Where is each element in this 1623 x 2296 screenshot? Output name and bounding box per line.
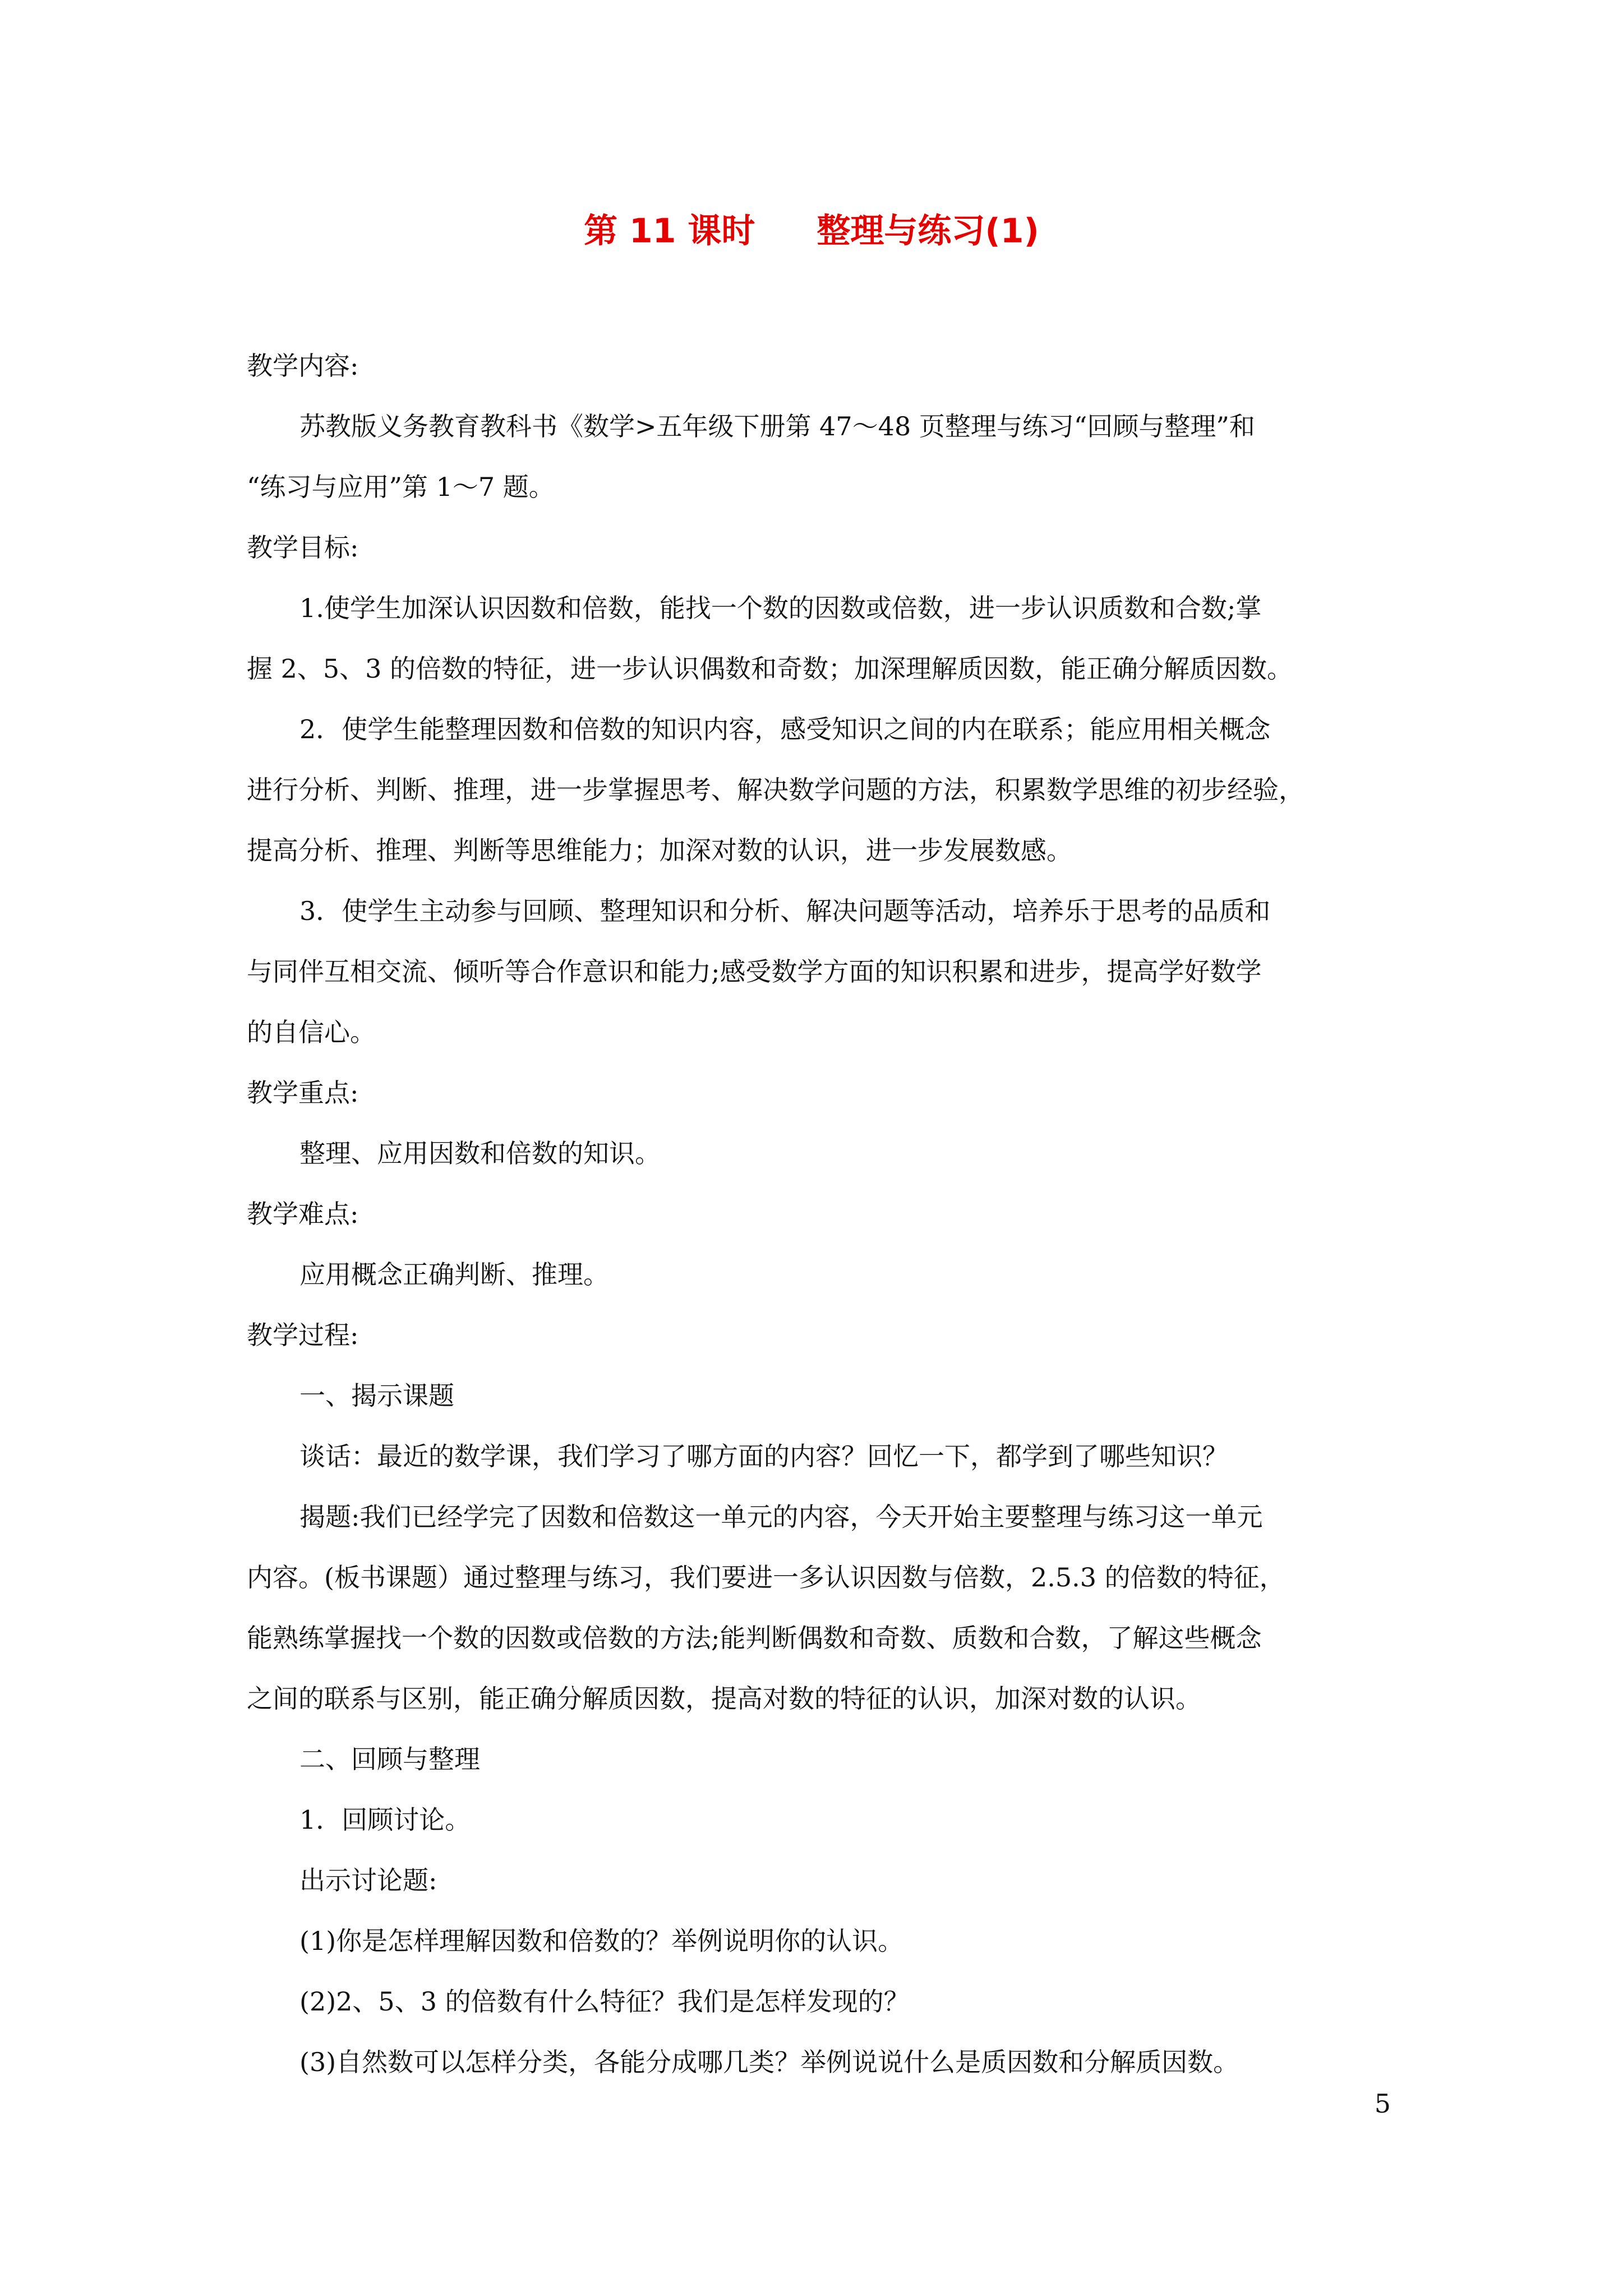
paragraph-line: 与同伴互相交流、倾听等合作意识和能力;感受数学方面的知识积累和进步，提高学好数学 (247, 956, 1262, 987)
heading-difficulties: 教学难点: (247, 1199, 359, 1229)
paragraph-line: “练习与应用”第 1～7 题。 (247, 472, 555, 502)
discussion-question: (1)你是怎样理解因数和倍数的？举例说明你的认识。 (299, 1926, 904, 1956)
paragraph-line: 苏教版义务教育教科书《数学>五年级下册第 47～48 页整理与练习“回顾与整理”和 (299, 411, 1255, 441)
paragraph-line: 进行分析、判断、推理，进一步掌握思考、解决数学问题的方法，积累数学思维的初步经验， (247, 775, 1304, 805)
page-number: 5 (1374, 2088, 1391, 2119)
paragraph-line: 的自信心。 (247, 1017, 376, 1047)
lesson-body (247, 335, 1378, 2092)
paragraph-line: 1．回顾讨论。 (299, 1805, 471, 1835)
paragraph-line: 之间的联系与区别，能正确分解质因数，提高对数的特征的认识，加深对数的认识。 (247, 1683, 1201, 1714)
lesson-number: 第 11 课时 (584, 211, 755, 251)
paragraph-line: 能熟练掌握找一个数的因数或倍数的方法;能判断偶数和奇数、质数和合数，了解这些概念 (247, 1623, 1262, 1653)
paragraph-line: 提高分析、推理、判断等思维能力；加深对数的认识，进一步发展数感。 (247, 835, 1072, 866)
paragraph-line: 谈话：最近的数学课，我们学习了哪方面的内容？回忆一下，都学到了哪些知识？ (299, 1441, 1228, 1471)
paragraph-line: 揭题:我们已经学完了因数和倍数这一单元的内容，今天开始主要整理与练习这一单元 (299, 1502, 1263, 1532)
paragraph-line: 握 2、5、3 的倍数的特征，进一步认识偶数和奇数；加深理解质因数，能正确分解质因数。 (247, 654, 1293, 684)
section-heading: 二、回顾与整理 (299, 1744, 480, 1774)
lesson-title (0, 209, 1623, 254)
paragraph-line: 内容。(板书课题）通过整理与练习，我们要进一多认识因数与倍数，2.5.3 的倍数的特征， (247, 1562, 1285, 1593)
paragraph-line: 3．使学生主动参与回顾、整理知识和分析、解决问题等活动，培养乐于思考的品质和 (299, 896, 1271, 926)
paragraph-line: 1.使学生加深认识因数和倍数，能找一个数的因数或倍数，进一步认识质数和合数;掌 (299, 593, 1262, 623)
paragraph-line: 整理、应用因数和倍数的知识。 (299, 1138, 661, 1168)
heading-teaching-content: 教学内容: (247, 351, 359, 381)
heading-teaching-process: 教学过程: (247, 1320, 359, 1350)
paragraph-line: 出示讨论题: (299, 1865, 437, 1895)
paragraph-line: 应用概念正确判断、推理。 (299, 1259, 609, 1290)
paragraph-line: 2．使学生能整理因数和倍数的知识内容，感受知识之间的内在联系；能应用相关概念 (299, 714, 1271, 744)
section-heading: 一、揭示课题 (299, 1381, 454, 1411)
heading-teaching-goals: 教学目标: (247, 532, 359, 563)
discussion-question: (3)自然数可以怎样分类，各能分成哪几类？举例说说什么是质因数和分解质因数。 (299, 2047, 1239, 2077)
heading-key-points: 教学重点: (247, 1078, 359, 1108)
discussion-question: (2)2、5、3 的倍数有什么特征？我们是怎样发现的？ (299, 1986, 910, 2017)
lesson-topic: 整理与练习(1) (817, 211, 1039, 251)
